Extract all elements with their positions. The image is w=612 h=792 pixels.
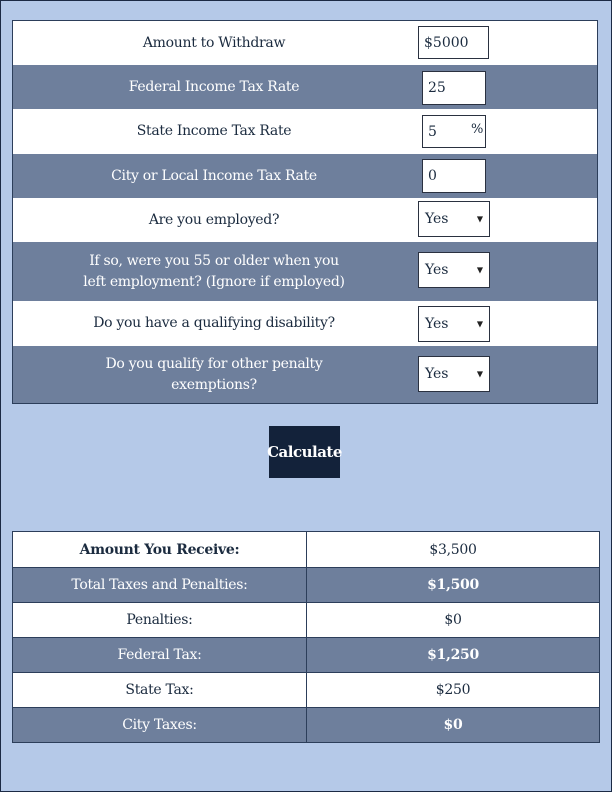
result-label: Amount You Receive: <box>13 532 307 567</box>
amount-input[interactable] <box>418 26 489 59</box>
other-value: Yes <box>425 366 449 382</box>
age55-select[interactable] <box>418 252 490 288</box>
result-label: Penalties: <box>13 603 307 637</box>
result-value: $0 <box>443 717 463 733</box>
input-form <box>12 20 598 404</box>
result-value: $1,250 <box>427 647 479 663</box>
age55-row <box>13 242 597 301</box>
disability-row <box>13 301 597 346</box>
result-value: $1,500 <box>427 577 479 593</box>
percent-unit: % <box>471 122 484 137</box>
state-label: State Income Tax Rate <box>136 123 292 139</box>
city-row <box>13 154 597 198</box>
result-row <box>13 707 599 742</box>
result-row <box>13 532 599 567</box>
result-label: City Taxes: <box>13 708 307 742</box>
result-row <box>13 637 599 672</box>
result-row <box>13 567 599 602</box>
result-label: State Tax: <box>13 673 307 707</box>
results-table <box>12 531 600 743</box>
result-row <box>13 672 599 707</box>
city-label: City or Local Income Tax Rate <box>111 167 317 184</box>
employed-value: Yes <box>425 211 449 227</box>
age55-value: Yes <box>425 262 449 278</box>
chevron-down-icon: ▼ <box>476 369 483 379</box>
result-value: $3,500 <box>429 541 477 558</box>
result-label: Total Taxes and Penalties: <box>13 568 307 602</box>
disability-label: Do you have a qualifying disability? <box>93 315 335 331</box>
chevron-down-icon: ▼ <box>476 265 483 275</box>
other-exemptions-row <box>13 346 597 403</box>
city-rate-input[interactable] <box>422 159 486 193</box>
other-label-line1: Do you qualify for other penalty <box>105 355 323 372</box>
age55-label <box>13 251 415 293</box>
amount-row <box>13 21 597 65</box>
age55-label-line2: left employment? (Ignore if employed) <box>83 273 345 290</box>
age55-label-line1: If so, were you 55 or older when you <box>89 252 339 269</box>
amount-label: Amount to Withdraw <box>142 34 286 51</box>
disability-value: Yes <box>425 316 449 332</box>
federal-rate-input[interactable] <box>422 71 486 105</box>
federal-label: Federal Income Tax Rate <box>128 78 300 95</box>
result-value: $0 <box>444 612 462 628</box>
employed-label: Are you employed? <box>148 211 280 228</box>
other-exemptions-select[interactable] <box>418 356 490 392</box>
chevron-down-icon: ▼ <box>476 214 483 224</box>
calculate-button[interactable]: Calculate <box>269 426 340 478</box>
other-label <box>13 354 415 396</box>
employed-select[interactable] <box>418 201 490 237</box>
employed-row <box>13 198 597 242</box>
other-label-line2: exemptions? <box>171 376 257 393</box>
chevron-down-icon: ▼ <box>476 319 483 329</box>
result-label: Federal Tax: <box>13 638 307 672</box>
federal-row <box>13 65 597 109</box>
disability-select[interactable] <box>418 306 490 342</box>
result-row <box>13 602 599 637</box>
state-row <box>13 109 597 154</box>
result-value: $250 <box>435 682 471 698</box>
